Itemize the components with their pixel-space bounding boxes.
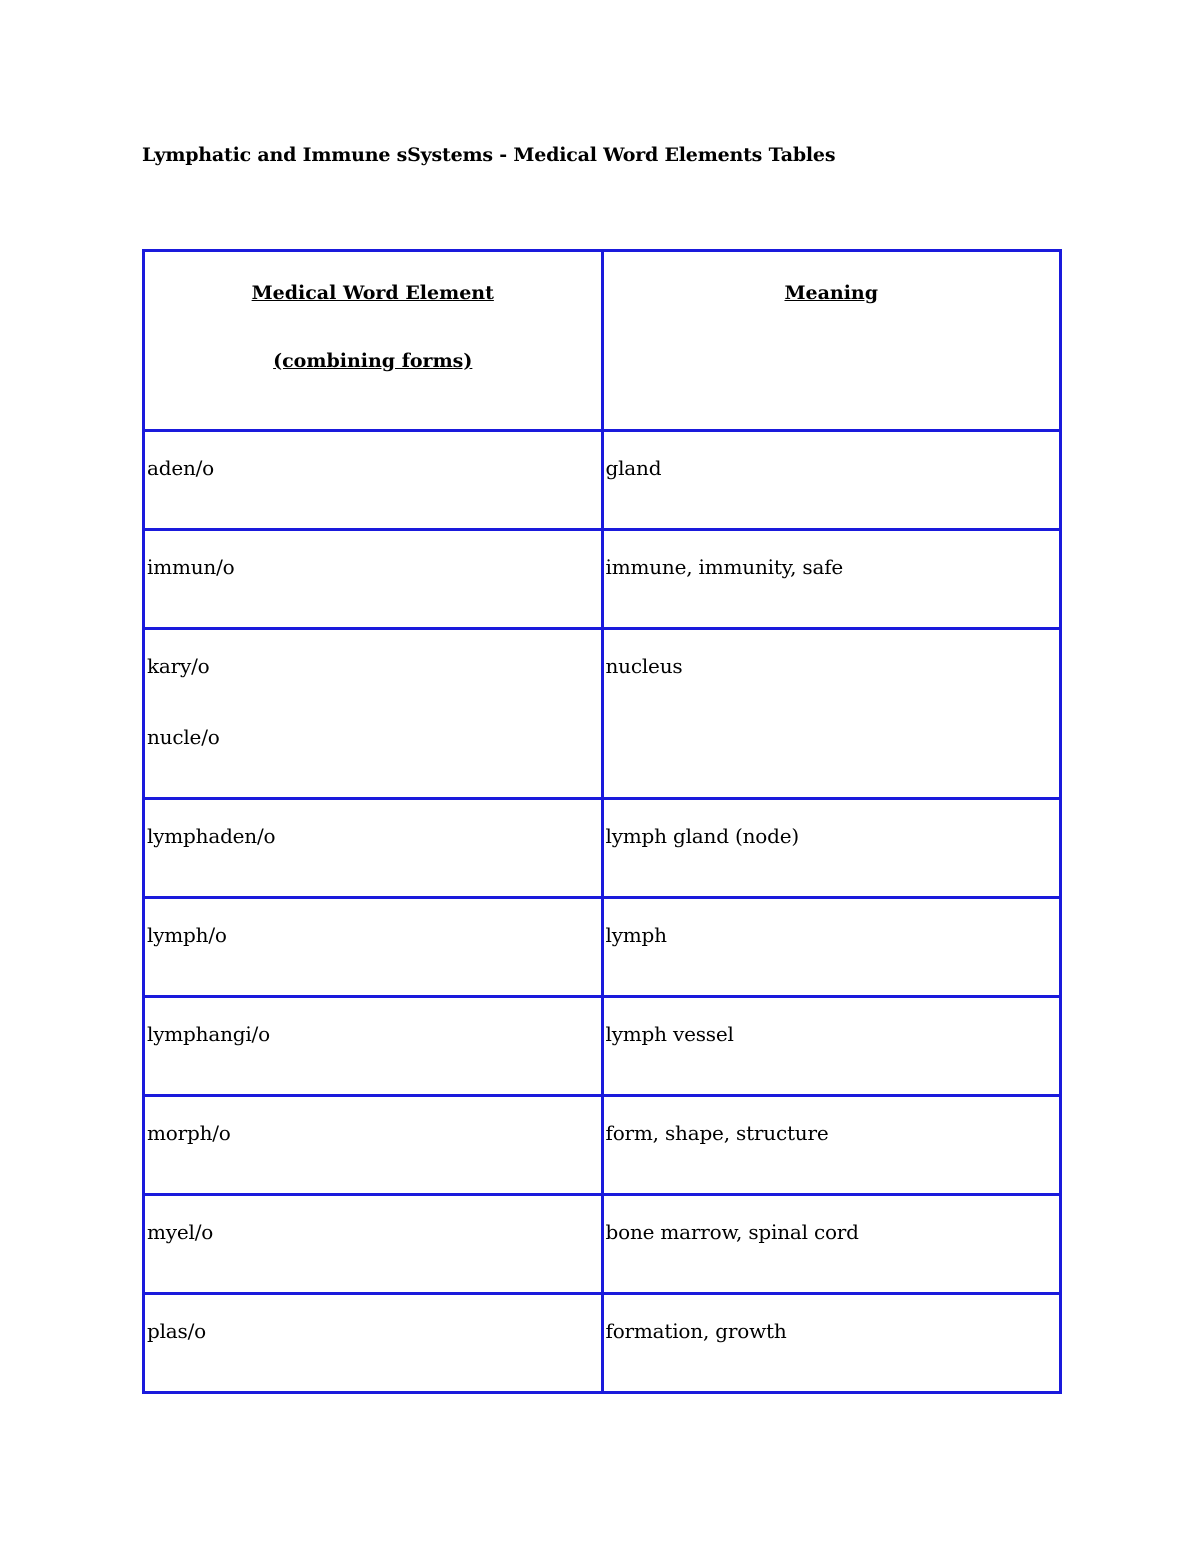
page-title: Lymphatic and Immune sSystems - Medical Word Elements Tables bbox=[142, 144, 836, 166]
element-cell bbox=[144, 1195, 603, 1294]
element-text: kary/o bbox=[147, 654, 210, 678]
meaning-text: bone marrow, spinal cord bbox=[605, 1220, 859, 1244]
element-cell bbox=[144, 1294, 603, 1393]
table-header-row bbox=[144, 251, 1061, 431]
element-cell bbox=[144, 997, 603, 1096]
element-cell bbox=[144, 898, 603, 997]
meaning-cell bbox=[602, 629, 1061, 799]
header-meaning-label: Meaning bbox=[784, 282, 879, 304]
element-text: lymphangi/o bbox=[147, 1022, 270, 1046]
element-text: immun/o bbox=[147, 555, 235, 579]
element-text: plas/o bbox=[147, 1319, 206, 1343]
meaning-text: lymph vessel bbox=[605, 1022, 734, 1046]
element-cell bbox=[144, 530, 603, 629]
element-cell bbox=[144, 799, 603, 898]
header-meaning-cell bbox=[602, 251, 1061, 431]
table-row bbox=[144, 799, 1061, 898]
meaning-cell bbox=[602, 898, 1061, 997]
table-row bbox=[144, 629, 1061, 799]
meaning-text: gland bbox=[605, 456, 662, 480]
element-cell bbox=[144, 629, 603, 799]
header-element-cell bbox=[144, 251, 603, 431]
table-row bbox=[144, 1195, 1061, 1294]
header-element-label: Medical Word Element bbox=[251, 282, 494, 304]
element-text: nucle/o bbox=[147, 725, 220, 749]
meaning-cell bbox=[602, 997, 1061, 1096]
table-row bbox=[144, 1294, 1061, 1393]
header-element-sublabel: (combining forms) bbox=[273, 350, 473, 372]
element-text: aden/o bbox=[147, 456, 215, 480]
meaning-cell bbox=[602, 1294, 1061, 1393]
meaning-text: lymph gland (node) bbox=[605, 824, 799, 848]
meaning-cell bbox=[602, 1096, 1061, 1195]
element-cell bbox=[144, 431, 603, 530]
table-row bbox=[144, 530, 1061, 629]
table-row bbox=[144, 898, 1061, 997]
table-row bbox=[144, 1096, 1061, 1195]
element-text: lymph/o bbox=[147, 923, 227, 947]
meaning-cell bbox=[602, 530, 1061, 629]
element-text: myel/o bbox=[147, 1220, 214, 1244]
table-row bbox=[144, 431, 1061, 530]
meaning-cell bbox=[602, 1195, 1061, 1294]
element-text: morph/o bbox=[147, 1121, 231, 1145]
meaning-cell bbox=[602, 431, 1061, 530]
meaning-text: nucleus bbox=[605, 654, 683, 678]
meaning-text: form, shape, structure bbox=[605, 1121, 829, 1145]
meaning-cell bbox=[602, 799, 1061, 898]
table-row bbox=[144, 997, 1061, 1096]
meaning-text: lymph bbox=[605, 923, 667, 947]
meaning-text: formation, growth bbox=[605, 1319, 787, 1343]
element-cell bbox=[144, 1096, 603, 1195]
element-text: lymphaden/o bbox=[147, 824, 276, 848]
meaning-text: immune, immunity, safe bbox=[605, 555, 844, 579]
word-elements-table bbox=[142, 249, 1062, 1394]
